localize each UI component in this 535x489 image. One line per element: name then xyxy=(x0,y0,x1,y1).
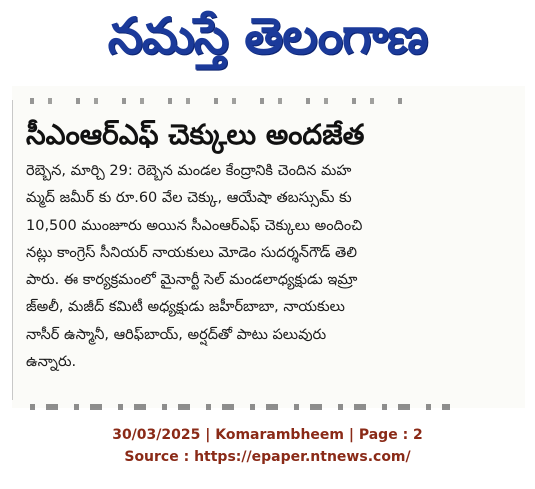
article-body xyxy=(26,158,516,376)
article-line: రెబ్బెన, మార్చి 29: రెబ్బెన మండల కేంద్రానికి చెందిన మహ xyxy=(26,163,352,179)
article-line: ఉన్నారు. xyxy=(26,354,77,371)
column-divider xyxy=(12,100,13,400)
article-line: 10,500 ముంజూరు అయిన సీఎంఆర్ఎఫ్ చెక్కులు అందించి xyxy=(26,217,363,234)
source-caption xyxy=(0,424,535,468)
article-line: మ్మద్ జమీర్ కు రూ.60 వేల చెక్కు, ఆయేషా తబస్సుమ్ కు xyxy=(26,190,352,207)
cut-edge-top xyxy=(30,98,410,104)
article-headline: సీఎంఆర్ఎఫ్ చెక్కులు అందజేత xyxy=(26,118,365,151)
masthead xyxy=(0,0,535,84)
article-line: నట్లు కాంగ్రెస్ సీనియర్ నాయకులు మోడెం సుదర్శన్‌గౌడ్ తెలి xyxy=(26,244,357,261)
newspaper-logo-title: నమస్తే తెలంగాణ xyxy=(107,6,428,65)
source-url[interactable]: Source : https://epaper.ntnews.com/ xyxy=(124,449,411,465)
cut-edge-bottom xyxy=(30,404,450,410)
article-line: జ్అలీ, మజీద్ కమిటీ అధ్యక్షుడు జహీర్‌బాబా, నాయకులు xyxy=(26,299,345,316)
edition-date-page: 30/03/2025 | Komarambheem | Page : 2 xyxy=(112,427,423,443)
article-line: నాసీర్ ఉస్మానీ, ఆరిఫ్‌బాయ్, అర్షద్‌తో పాటు పలువురు xyxy=(26,326,327,343)
article-line: పారు. ఈ కార్యక్రమంలో మైనార్టీ సెల్ మండలాధ్యక్షుడు ఇమ్రా xyxy=(26,272,358,289)
